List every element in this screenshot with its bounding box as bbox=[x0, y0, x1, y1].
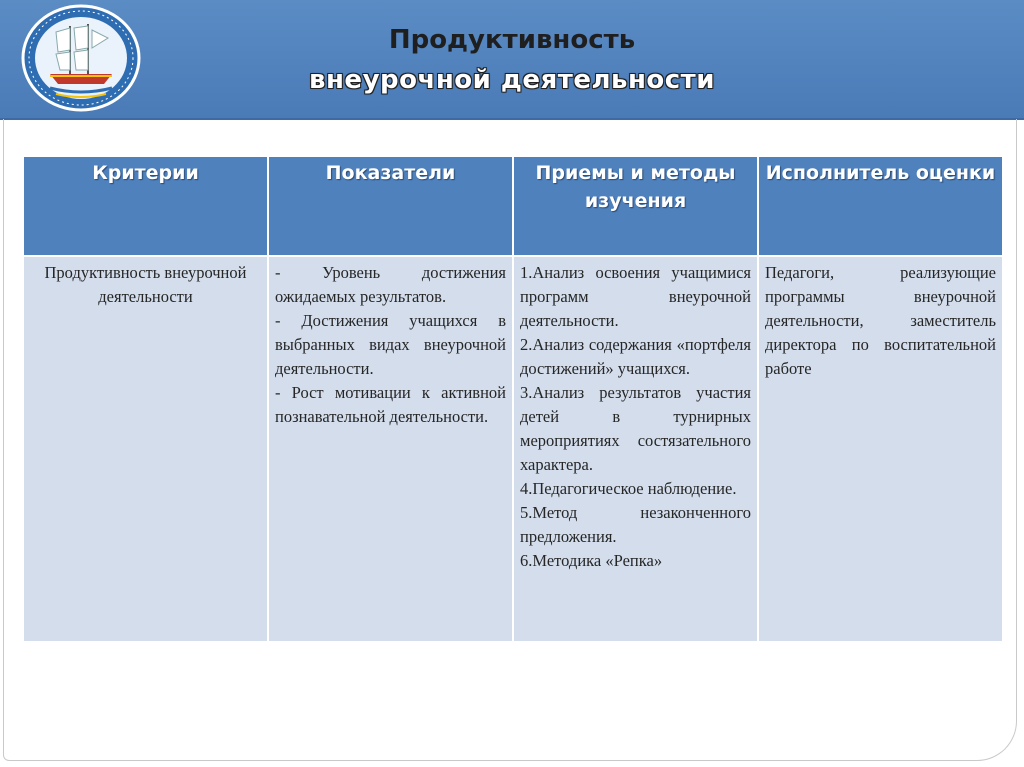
header-methods: Приемы и методы изучения bbox=[513, 156, 758, 256]
header-criteria: Критерии bbox=[23, 156, 268, 256]
slide-title bbox=[150, 20, 874, 100]
header-indicators: Показатели bbox=[268, 156, 513, 256]
indicator-item: - Уровень достижения ожидаемых результатов. bbox=[275, 263, 506, 306]
header-assessor: Исполнитель оценки bbox=[758, 156, 1003, 256]
criteria-table bbox=[22, 155, 1004, 643]
cell-indicators bbox=[268, 256, 513, 642]
title-line-2: внеурочной деятельности bbox=[309, 65, 715, 95]
method-item: 3.Анализ результатов участия детей в турнирных мероприятиях состязательного характера. bbox=[520, 383, 751, 474]
method-item: 1.Анализ освоения учащимися программ внеурочной деятельности. bbox=[520, 263, 751, 330]
method-item: 6.Методика «Репка» bbox=[520, 551, 663, 570]
cell-criteria: Продуктивность внеурочной деятельности bbox=[23, 256, 268, 642]
table-row bbox=[23, 256, 1003, 642]
method-item: 2.Анализ содержания «портфеля достижений» учащихся. bbox=[520, 335, 751, 378]
sailing-ship-emblem-icon bbox=[20, 4, 142, 112]
method-item: 5.Метод незаконченного предложения. bbox=[520, 503, 751, 546]
method-item: 4.Педагогическое наблюдение. bbox=[520, 479, 737, 498]
indicator-item: - Рост мотивации к активной познавательной деятельности. bbox=[275, 383, 506, 426]
indicator-item: - Достижения учащихся в выбранных видах внеурочной деятельности. bbox=[275, 311, 506, 378]
cell-methods bbox=[513, 256, 758, 642]
cell-assessor bbox=[758, 256, 1003, 642]
title-line-1: Продуктивность bbox=[388, 25, 636, 55]
table-header-row bbox=[23, 156, 1003, 256]
assessor-text: Педагоги, реализующие программы внеурочной деятельности, заместитель директора по воспитательной работе bbox=[765, 263, 996, 378]
